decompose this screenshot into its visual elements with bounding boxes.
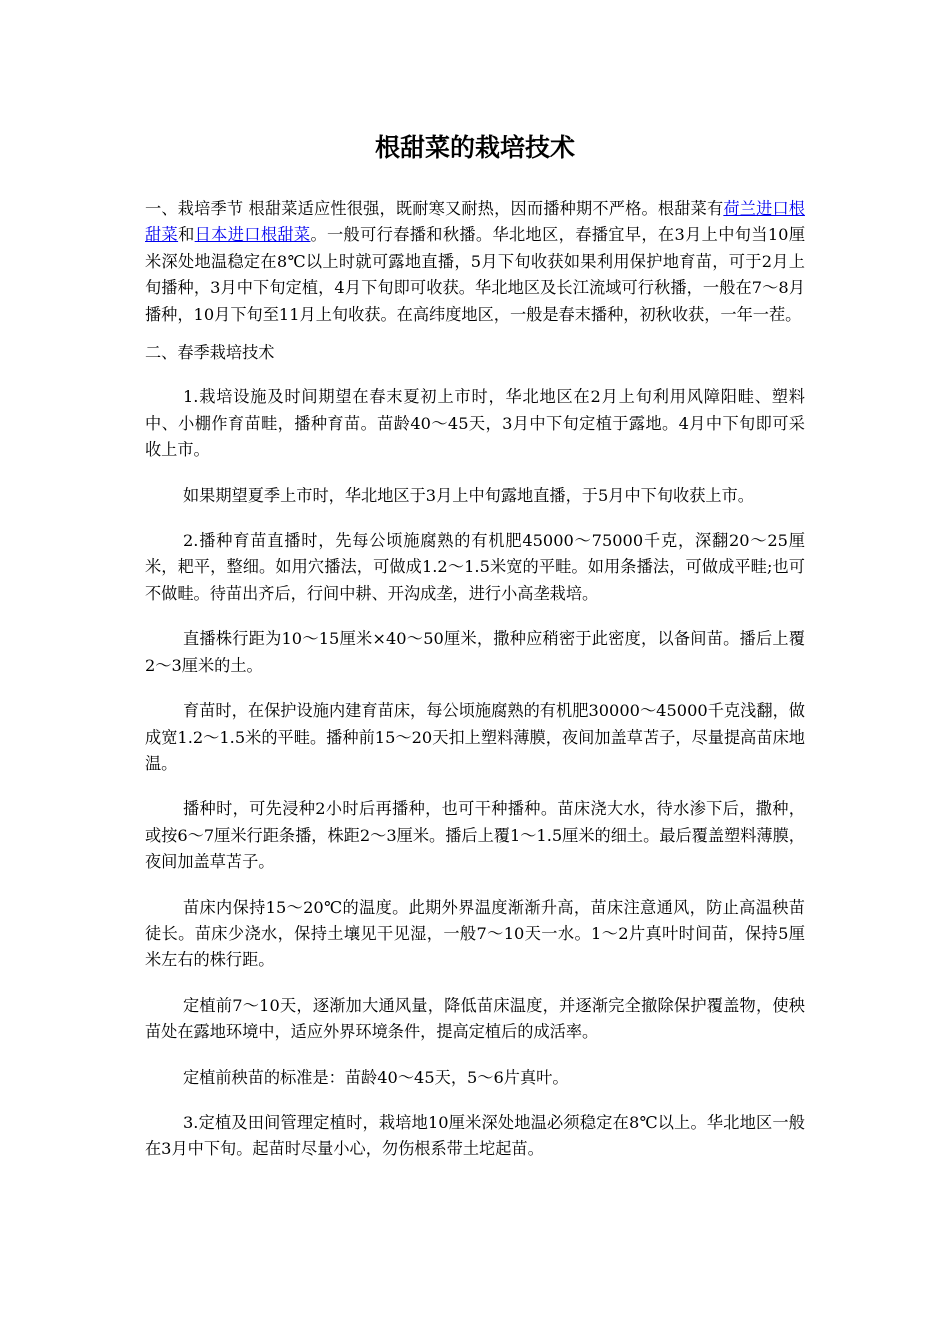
document-body xyxy=(145,196,805,1182)
paragraph-sowing-direct: 2.播种育苗直播时，先每公顷施腐熟的有机肥45000～75000千克，深翻20～25厘米，耙平，整细。如用穴播法，可做成1.2～1.5米宽的平畦。如用条播法，可做成平畦;也可不做畦。待苗出齐后，行间中耕、开沟成垄，进行小高垄栽培。 xyxy=(145,531,805,603)
paragraph-sowing-method: 播种时，可先浸种2小时后再播种，也可干种播种。苗床浇大水，待水渗下后，撒种，或按6～7厘米行距条播，株距2～3厘米。播后上覆1～1.5厘米的细土。最后覆盖塑料薄膜，夜间加盖草苫子。 xyxy=(145,799,805,872)
document-title: 根甜菜的栽培技术 xyxy=(374,133,575,162)
conjunction-text: 和 xyxy=(178,225,195,245)
paragraph-temperature: 苗床内保持15～20℃的温度。此期外界温度渐渐升高，苗床注意通风，防止高温秧苗徒长。苗床少浇水，保持土壤见干见湿，一般7～10天一水。1～2片真叶时间苗，保持5厘米左右的株行距。 xyxy=(145,897,805,970)
paragraph-summer-market: 如果期望夏季上市时，华北地区于3月上中旬露地直播，于5月中下旬收获上市。 xyxy=(183,485,754,505)
paragraph-hardening: 定植前7～10天，逐渐加大通风量，降低苗床温度，并逐渐完全撤除保护覆盖物，使秧苗处在露地环境中，适应外界环境条件，提高定植后的成活率。 xyxy=(145,995,805,1042)
paragraph-spacing: 直播株行距为10～15厘米×40～50厘米，撒种应稍密于此密度，以备间苗。播后上覆2～3厘米的土。 xyxy=(145,629,805,675)
section-heading-spring: 二、春季栽培技术 xyxy=(145,343,275,363)
paragraph-facilities-timing: 1.栽培设施及时间期望在春末夏初上市时，华北地区在2月上旬利用风障阳畦、塑料中、小棚作育苗畦，播种育苗。苗龄40～45天，3月中下旬定植于露地。4月中下旬即可采收上市。 xyxy=(145,387,805,460)
link-japanese-beetroot[interactable]: 日本进口根甜菜 xyxy=(194,225,311,245)
paragraph-transplanting: 3.定植及田间管理定植时，栽培地10厘米深处地温必须稳定在8℃以上。华北地区一般在3月中下旬。起苗时尽量小心，勿伤根系带土坨起苗。 xyxy=(145,1112,805,1159)
paragraph-seedling-standard: 定植前秧苗的标准是：苗龄40～45天，5～6片真叶。 xyxy=(183,1067,569,1087)
paragraph-lead-text: 一、栽培季节 根甜菜适应性很强，既耐寒又耐热，因而播种期不严格。根甜菜有 xyxy=(145,199,724,218)
paragraph-seedbed: 育苗时，在保护设施内建育苗床，每公顷施腐熟的有机肥30000～45000千克浅翻，做成宽1.2～1.5米的平畦。播种前15～20天扣上塑料薄膜，夜间加盖草苫子，尽量提高苗床地温。 xyxy=(145,701,805,773)
link-dutch-beetroot[interactable]: 荷兰进口根甜菜 xyxy=(145,199,805,245)
paragraph-cultivation-season xyxy=(145,196,805,328)
paragraph-rest-text: 。一般可行春播和秋播。华北地区，春播宜早，在3月上中旬当10厘米深处地温稳定在8℃以上时就可露地直播，5月下旬收获如果利用保护地育苗，可于2月上旬播种，3月中下旬定植，4月下旬即可收获。华北地区及长江流域可行秋播，一般在7～8月播种，10月下旬至11月上旬收获。在高纬度地区，一般是春末播种，初秋收获，一年一茬。 xyxy=(145,225,806,324)
